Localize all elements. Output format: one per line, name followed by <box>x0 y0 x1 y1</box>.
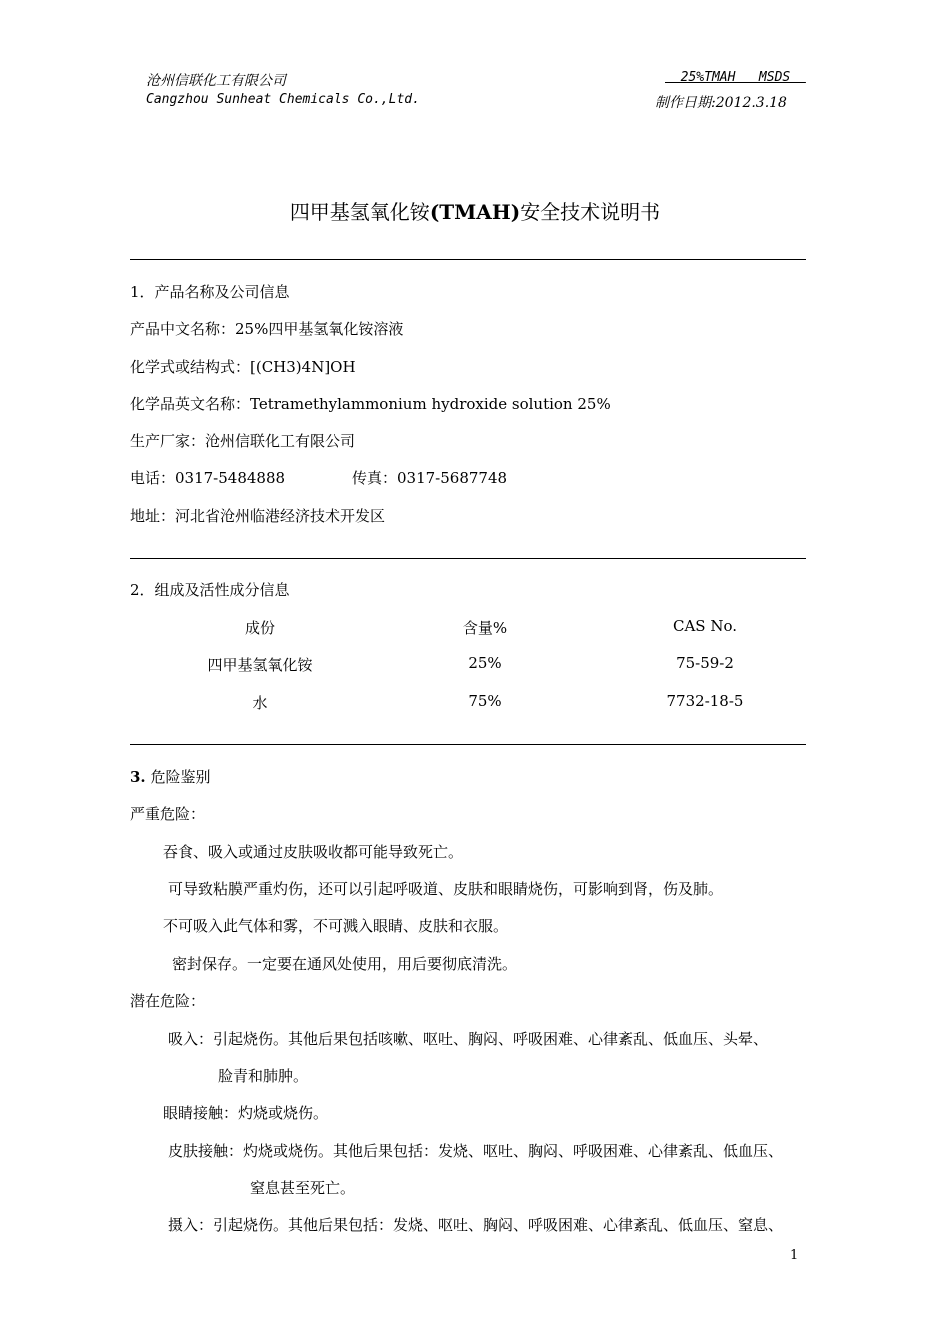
table-row <box>130 692 806 714</box>
table-cell: 水 <box>252 694 268 712</box>
chemical-formula: 化学式或结构式：[(CH3)4N]OH <box>130 358 356 376</box>
title-abbrev: (TMAH) <box>429 200 521 224</box>
divider <box>130 259 806 260</box>
table-row <box>130 654 806 676</box>
phone: 电话：0317-5484888 <box>130 469 286 487</box>
product-en-name: 化学品英文名称：Tetramethylammonium hydroxide solution 25% <box>130 395 611 413</box>
table-cell: 75% <box>468 692 502 710</box>
severe-hazard-line: 可导致粘膜严重灼伤，还可以引起呼吸道、皮肤和眼睛烧伤，可影响到肾，伤及肺。 <box>168 880 724 898</box>
divider <box>130 744 806 745</box>
page-number: 1 <box>790 1248 799 1263</box>
fax: 传真：0317-5687748 <box>352 469 508 487</box>
section-1-heading: 1．产品名称及公司信息 <box>130 283 290 301</box>
table-header-row <box>130 617 806 639</box>
section-3-title: 危险鉴别 <box>145 768 211 786</box>
document-code: 25%TMAH MSDS <box>665 70 806 85</box>
ingestion-hazard: 摄入：引起烧伤。其他后果包括：发烧、呕吐、胸闷、呼吸困难、心律紊乱、低血压、窒息、 <box>168 1216 784 1234</box>
address: 地址：河北省沧州临港经济技术开发区 <box>130 507 386 525</box>
section-3-number: 3. <box>130 768 146 786</box>
inhalation-hazard: 吸入：引起烧伤。其他后果包括咳嗽、呕吐、胸闷、呼吸困难、心律紊乱、低血压、头晕、 <box>168 1030 769 1048</box>
divider <box>130 558 806 559</box>
section-3-heading <box>130 766 210 787</box>
table-cell: 75-59-2 <box>676 654 734 672</box>
section-2-heading: 2．组成及活性成分信息 <box>130 581 290 599</box>
skin-contact-hazard-cont: 窒息甚至死亡。 <box>250 1179 356 1197</box>
document-title <box>0 196 950 225</box>
table-header-cell: CAS No. <box>672 617 737 635</box>
company-name-cn: 沧州信联化工有限公司 <box>146 73 286 89</box>
severe-hazard-label: 严重危险： <box>130 805 206 823</box>
title-prefix: 四甲基氢氧化铵 <box>289 200 430 224</box>
manufacturer: 生产厂家：沧州信联化工有限公司 <box>130 432 356 450</box>
table-header-cell: 成份 <box>244 619 275 637</box>
table-cell: 四甲基氢氧化铵 <box>207 656 313 674</box>
table-cell: 25% <box>468 654 502 672</box>
table-cell: 7732-18-5 <box>666 692 744 710</box>
severe-hazard-line: 吞食、吸入或通过皮肤吸收都可能导致死亡。 <box>163 843 464 861</box>
severe-hazard-line: 密封保存。一定要在通风处使用，用后要彻底清洗。 <box>172 955 518 973</box>
document-date: 制作日期:2012.3.18 <box>655 95 787 111</box>
company-name-en: Cangzhou Sunheat Chemicals Co.,Ltd. <box>146 92 420 107</box>
table-header-cell: 含量% <box>462 619 508 637</box>
inhalation-hazard-cont: 脸青和肺肿。 <box>218 1067 309 1085</box>
severe-hazard-line: 不可吸入此气体和雾，不可溅入眼睛、皮肤和衣服。 <box>163 917 509 935</box>
eye-contact-hazard: 眼睛接触：灼烧或烧伤。 <box>163 1104 329 1122</box>
product-cn-name: 产品中文名称：25%四甲基氢氧化铵溶液 <box>130 320 404 338</box>
skin-contact-hazard: 皮肤接触：灼烧或烧伤。其他后果包括：发烧、呕吐、胸闷、呼吸困难、心律紊乱、低血压、 <box>168 1142 784 1160</box>
title-suffix: 安全技术说明书 <box>520 200 661 224</box>
potential-hazard-label: 潜在危险： <box>130 992 206 1010</box>
